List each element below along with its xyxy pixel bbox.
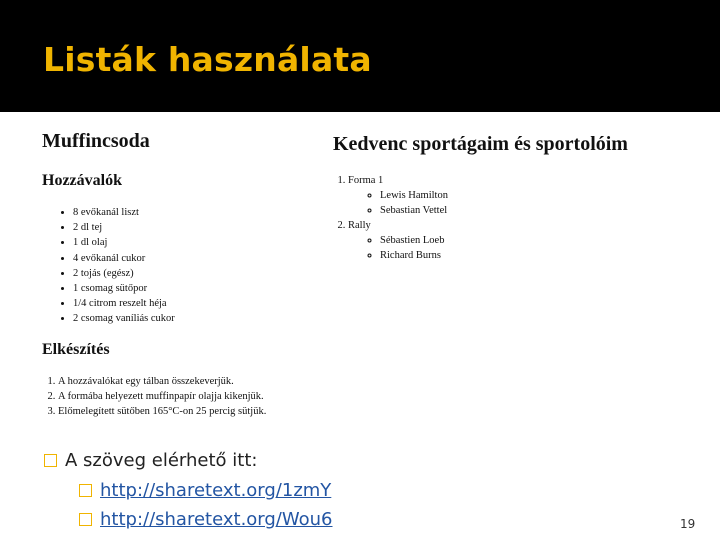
list-item: ◦ Sébastien Loeb [380, 233, 448, 248]
bullet-label: A szöveg elérhető itt: [65, 450, 258, 471]
list-item: • 1 dl olaj [73, 235, 175, 250]
slide-title: Listák használata [43, 40, 372, 79]
sharetext-link-1[interactable]: http://sharetext.org/1zmY [100, 480, 332, 501]
list-item: ◦ Lewis Hamilton [380, 188, 448, 203]
list-item [348, 173, 448, 218]
athlete-list [348, 233, 448, 263]
list-item: 1. A hozzávalókat egy tálban összekeverjük. [58, 374, 266, 389]
sports-heading: Kedvenc sportágaim és sportolóim [333, 133, 628, 155]
list-item: • 2 tojás (egész) [73, 266, 175, 281]
list-item: 2. A formába helyezett muffinpapír olajja kikenjük. [58, 389, 266, 404]
recipe-heading: Muffincsoda [42, 130, 150, 152]
bullet-link-row [79, 480, 331, 501]
list-item: • 2 dl tej [73, 220, 175, 235]
sharetext-link-2[interactable]: http://sharetext.org/Wou6 [100, 509, 333, 530]
steps-list [40, 374, 266, 420]
list-item: • 2 csomag vaníliás cukor [73, 311, 175, 326]
athlete-list [348, 188, 448, 218]
square-bullet-icon [79, 484, 92, 497]
sports-list [330, 173, 448, 263]
list-item: • 1 csomag sütőpor [73, 281, 175, 296]
steps-heading: Elkészítés [42, 341, 110, 358]
bullet-text [44, 450, 257, 471]
square-bullet-icon [79, 513, 92, 526]
ingredients-heading: Hozzávalók [42, 172, 122, 189]
list-item: ◦ Richard Burns [380, 248, 448, 263]
list-item: • 8 evőkanál liszt [73, 205, 175, 220]
list-item [348, 218, 448, 263]
square-bullet-icon [44, 454, 57, 467]
list-item: 3. Előmelegített sütőben 165°C-on 25 percig sütjük. [58, 404, 266, 419]
page-number: 19 [680, 517, 696, 531]
bullet-link-row [79, 509, 333, 530]
list-item: • 1/4 citrom reszelt héja [73, 296, 175, 311]
sport-label: Rally [348, 220, 371, 231]
ingredients-list [55, 205, 175, 327]
list-item: ◦ Sebastian Vettel [380, 203, 448, 218]
list-item: • 4 evőkanál cukor [73, 251, 175, 266]
sport-label: Forma 1 [348, 175, 384, 186]
